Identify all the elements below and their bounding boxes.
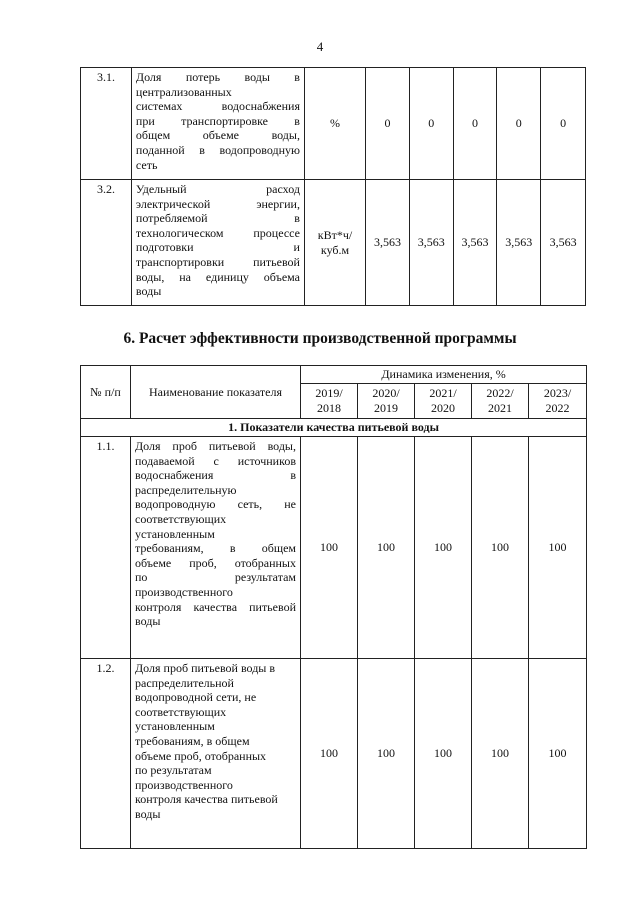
value-cell: 100 — [301, 437, 358, 659]
value-cell: 3,563 — [453, 180, 497, 306]
table-row — [81, 437, 587, 659]
header-name: Наименование показателя — [131, 366, 301, 419]
value-cell: 100 — [472, 437, 529, 659]
header-year: 2019/ 2018 — [301, 384, 358, 419]
header-dynamics: Динамика изменения, % — [301, 366, 587, 384]
value-cell: 100 — [415, 659, 472, 849]
efficiency-table — [80, 365, 587, 849]
indicator-name: Доля проб питьевой воды, подаваемой с источников водоснабжения в распределительную водопроводную сеть, не соответствующих установленным требованиям, в общем объеме проб, отобранных по результатам производственного контроля качества питьевой воды — [131, 437, 301, 659]
value-cell: 100 — [358, 659, 415, 849]
indicators-table-continued — [80, 67, 586, 306]
page-number: 4 — [316, 39, 324, 54]
header-year: 2021/ 2020 — [415, 384, 472, 419]
unit-cell: кВт*ч/ куб.м — [304, 180, 365, 306]
row-number: 3.1. — [81, 68, 132, 180]
value-cell: 0 — [541, 68, 586, 180]
row-number: 3.2. — [81, 180, 132, 306]
value-cell: 100 — [358, 437, 415, 659]
section-title: 6. Расчет эффективности производственной программы — [123, 330, 517, 347]
header-year: 2022/ 2021 — [472, 384, 529, 419]
section-row — [81, 419, 587, 437]
section-label: 1. Показатели качества питьевой воды — [81, 419, 587, 437]
value-cell: 3,563 — [409, 180, 453, 306]
value-cell: 3,563 — [497, 180, 541, 306]
row-number: 1.1. — [81, 437, 131, 659]
value-cell: 100 — [472, 659, 529, 849]
indicator-name: Доля проб питьевой воды в распределительной водопроводной сети, не соответствующих установленным требованиям, в общем объеме проб, отобранных по результатам производственного контроля качества питьевой воды — [131, 659, 301, 849]
table-header-row — [81, 366, 587, 384]
table-row — [81, 180, 586, 306]
indicator-name: Доля потерь воды в централизованных системах водоснабжения при транспортировке в общем объеме воды, поданной в водопроводную сеть — [131, 68, 304, 180]
indicator-name: Удельный расход электрической энергии, потребляемой в технологическом процессе подготовки и транспортировки питьевой воды, на единицу объема воды — [131, 180, 304, 306]
value-cell: 100 — [415, 437, 472, 659]
header-year: 2020/ 2019 — [358, 384, 415, 419]
table-row — [81, 659, 587, 849]
table-row — [81, 68, 586, 180]
value-cell: 3,563 — [541, 180, 586, 306]
value-cell: 0 — [497, 68, 541, 180]
value-cell: 100 — [529, 659, 587, 849]
value-cell: 0 — [366, 68, 410, 180]
value-cell: 0 — [453, 68, 497, 180]
value-cell: 0 — [409, 68, 453, 180]
value-cell: 100 — [301, 659, 358, 849]
header-num: № п/п — [81, 366, 131, 419]
header-year: 2023/ 2022 — [529, 384, 587, 419]
row-number: 1.2. — [81, 659, 131, 849]
unit-cell: % — [304, 68, 365, 180]
value-cell: 3,563 — [366, 180, 410, 306]
value-cell: 100 — [529, 437, 587, 659]
